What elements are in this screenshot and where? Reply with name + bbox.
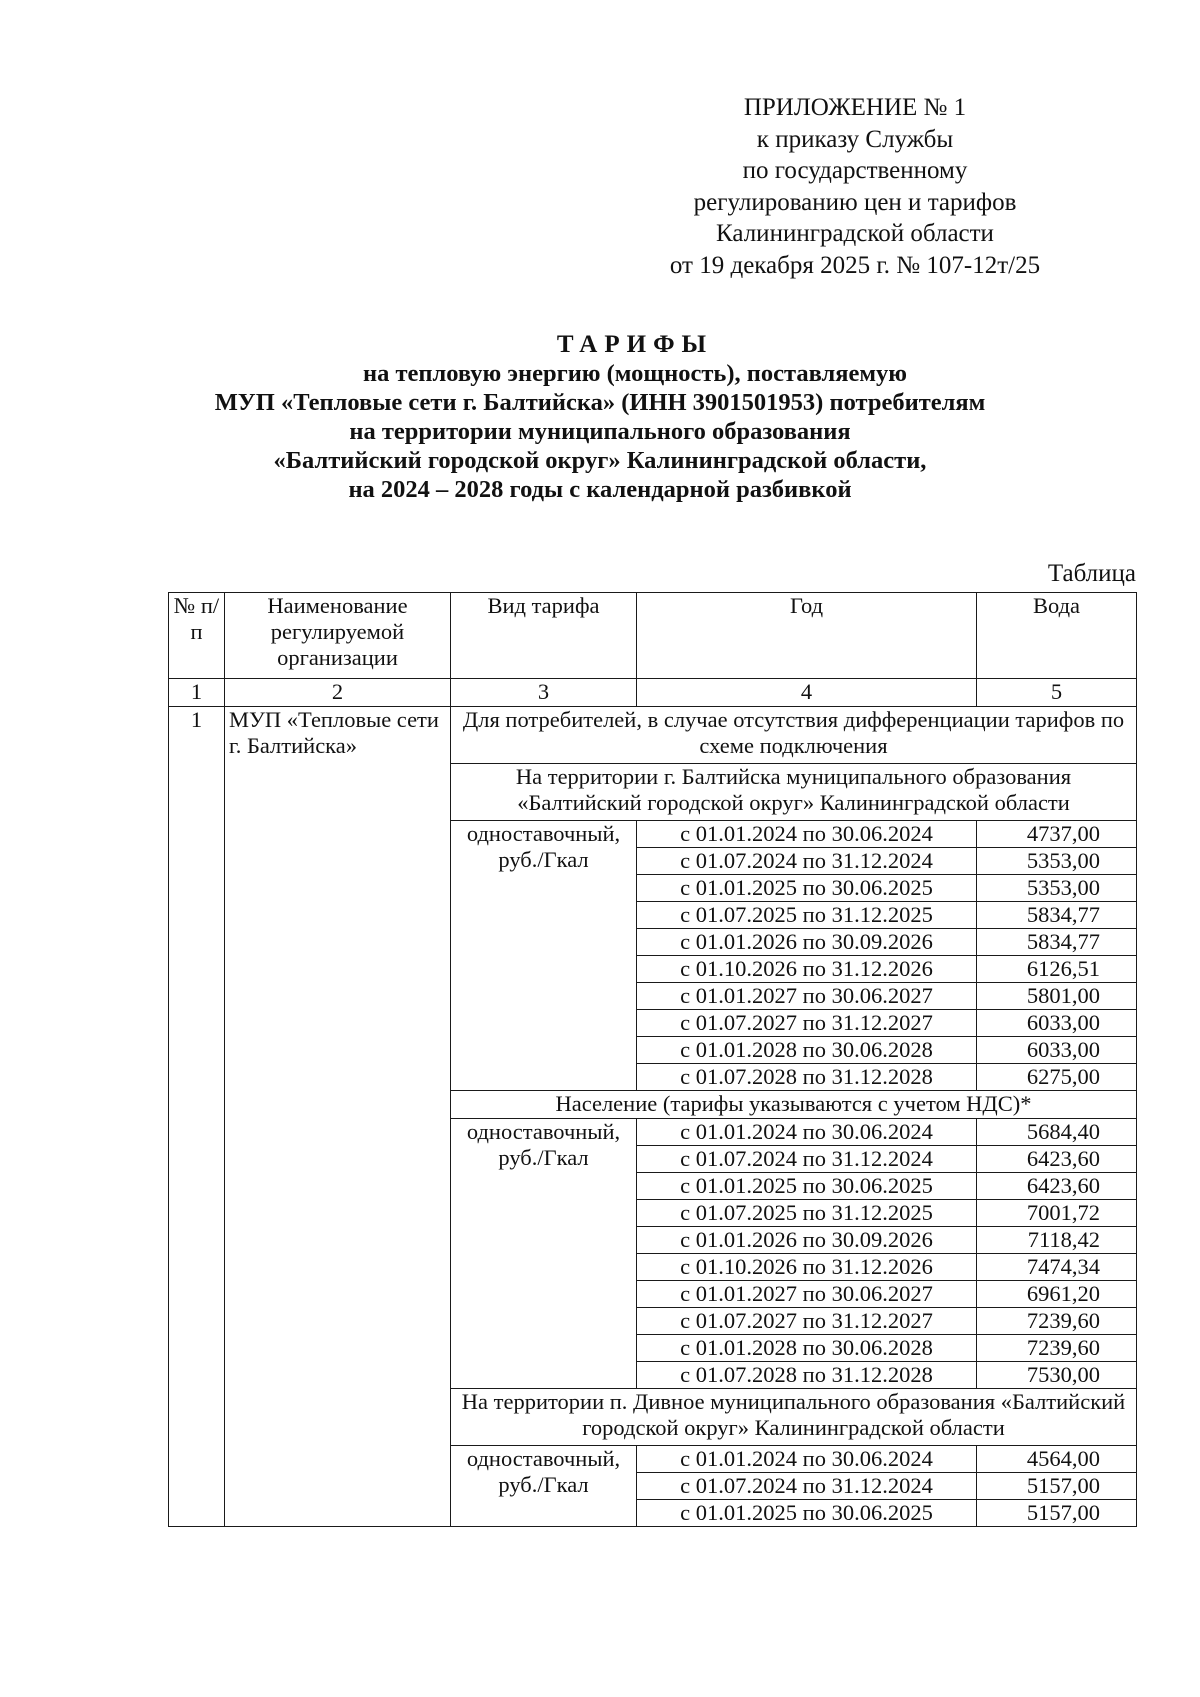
section-heading: Для потребителей, в случае отсутствия дифференциации тарифов по схеме подключения [451,707,1137,764]
tariff-table [168,592,1137,1527]
value-cell: 5684,40 [977,1119,1137,1146]
value-cell: 7474,34 [977,1254,1137,1281]
value-cell: 5157,00 [977,1500,1137,1527]
section-heading: На территории п. Дивное муниципального образования «Балтийский городской округ» Калининградской области [451,1389,1137,1446]
appendix-line: ПРИЛОЖЕНИЕ № 1 [743,94,967,121]
column-number: 1 [169,679,225,707]
table-label: Таблица [1047,560,1136,587]
tariff-type: одноставочный, руб./Гкал [451,1119,637,1389]
value-cell: 6126,51 [977,956,1137,983]
value-cell: 5353,00 [977,848,1137,875]
period-cell: с 01.10.2026 по 31.12.2026 [637,1254,977,1281]
value-cell: 6423,60 [977,1173,1137,1200]
title-line: МУП «Тепловые сети г. Балтийска» (ИНН 3901501953) потребителям [214,389,986,416]
header-num: № п/п [169,593,225,679]
appendix-line: к приказу Службы [756,125,954,153]
header-row [169,593,1137,679]
value-cell: 6423,60 [977,1146,1137,1173]
value-cell: 7239,60 [977,1335,1137,1362]
period-cell: с 01.01.2027 по 30.06.2027 [637,1281,977,1308]
period-cell: с 01.01.2025 по 30.06.2025 [637,1173,977,1200]
title-line: «Балтийский городской округ» Калининградской области, [273,447,927,474]
value-cell: 5834,77 [977,902,1137,929]
value-cell: 4737,00 [977,821,1137,848]
period-cell: с 01.01.2026 по 30.09.2026 [637,1227,977,1254]
period-cell: с 01.01.2024 по 30.06.2024 [637,1119,977,1146]
value-cell: 4564,00 [977,1446,1137,1473]
period-cell: с 01.01.2028 по 30.06.2028 [637,1037,977,1064]
appendix-header [620,92,1090,281]
value-cell: 6033,00 [977,1010,1137,1037]
period-cell: с 01.07.2028 по 31.12.2028 [637,1064,977,1091]
column-number: 5 [977,679,1137,707]
period-cell: с 01.01.2026 по 30.09.2026 [637,929,977,956]
row-number: 1 [169,707,225,1527]
appendix-line: по государственному [742,157,968,184]
title-line: на 2024 – 2028 годы с календарной разбивкой [348,476,852,503]
period-cell: с 01.01.2025 по 30.06.2025 [637,875,977,902]
period-cell: с 01.07.2024 по 31.12.2024 [637,1473,977,1500]
period-cell: с 01.07.2028 по 31.12.2028 [637,1362,977,1389]
value-cell: 6275,00 [977,1064,1137,1091]
value-cell: 5801,00 [977,983,1137,1010]
period-cell: с 01.10.2026 по 31.12.2026 [637,956,977,983]
value-cell: 7118,42 [977,1227,1137,1254]
period-cell: с 01.07.2027 по 31.12.2027 [637,1010,977,1037]
column-number: 3 [451,679,637,707]
header-type: Вид тарифа [451,593,637,679]
appendix-line: от 19 декабря 2025 г. № 107-12т/25 [669,251,1041,279]
value-cell: 7001,72 [977,1200,1137,1227]
period-cell: с 01.01.2025 по 30.06.2025 [637,1500,977,1527]
period-cell: с 01.01.2024 по 30.06.2024 [637,1446,977,1473]
header-year: Год [637,593,977,679]
title-line: на территории муниципального образования [349,418,851,445]
title-main: ТАРИФЫ [556,331,714,358]
value-cell: 7239,60 [977,1308,1137,1335]
title-line: на тепловую энергию (мощность), поставляемую [362,360,908,387]
value-cell: 5834,77 [977,929,1137,956]
section-heading: Население (тарифы указываются с учетом НДС)* [451,1091,1137,1119]
column-number-row [169,679,1137,707]
period-cell: с 01.01.2027 по 30.06.2027 [637,983,977,1010]
header-water: Вода [977,593,1137,679]
section-row [169,707,1137,764]
value-cell: 6961,20 [977,1281,1137,1308]
period-cell: с 01.01.2028 по 30.06.2028 [637,1335,977,1362]
value-cell: 6033,00 [977,1037,1137,1064]
value-cell: 7530,00 [977,1362,1137,1389]
period-cell: с 01.07.2025 по 31.12.2025 [637,1200,977,1227]
value-cell: 5157,00 [977,1473,1137,1500]
appendix-line: регулированию цен и тарифов [693,188,1017,216]
org-name: МУП «Тепловые сети г. Балтийска» [225,707,451,1527]
period-cell: с 01.07.2024 по 31.12.2024 [637,1146,977,1173]
document-title [0,330,1200,504]
column-number: 2 [225,679,451,707]
section-heading: На территории г. Балтийска муниципального образования «Балтийский городской округ» Калининградской области [451,764,1137,821]
column-number: 4 [637,679,977,707]
period-cell: с 01.07.2024 по 31.12.2024 [637,848,977,875]
tariff-type: одноставочный, руб./Гкал [451,821,637,1091]
appendix-line: Калининградской области [716,220,994,247]
period-cell: с 01.07.2027 по 31.12.2027 [637,1308,977,1335]
period-cell: с 01.07.2025 по 31.12.2025 [637,902,977,929]
tariff-type: одноставочный, руб./Гкал [451,1446,637,1527]
period-cell: с 01.01.2024 по 30.06.2024 [637,821,977,848]
value-cell: 5353,00 [977,875,1137,902]
header-org: Наименование регулируемой организации [225,593,451,679]
